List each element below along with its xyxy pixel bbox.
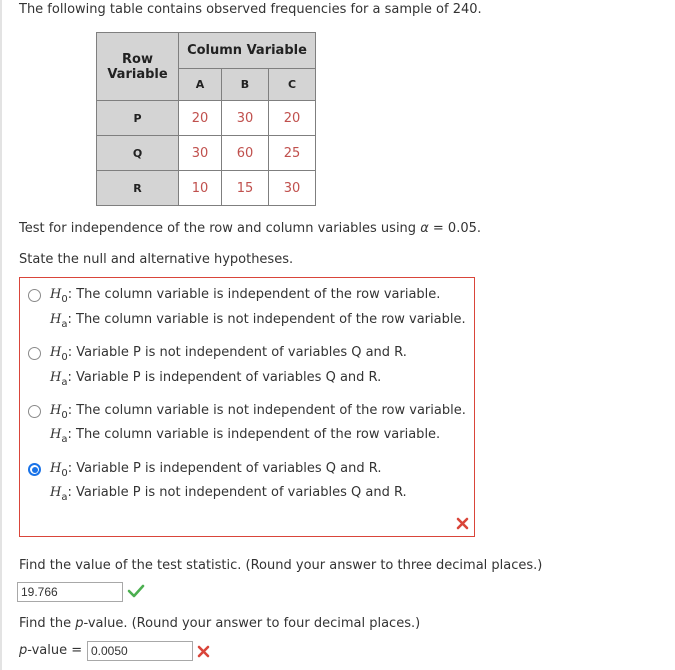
statistic-prompt: Find the value of the test statistic. (Round your answer to three decimal places.) bbox=[19, 558, 543, 573]
pvalue-label bbox=[19, 643, 82, 658]
null-subscript: 0 bbox=[61, 468, 68, 479]
option-3-null bbox=[50, 403, 466, 421]
null-subscript: 0 bbox=[61, 294, 68, 305]
column-header-a: A bbox=[179, 69, 222, 101]
alpha-value: = 0.05. bbox=[428, 221, 482, 236]
hypothesis-radio-3[interactable] bbox=[28, 405, 41, 418]
page-left-border bbox=[0, 0, 2, 670]
option-3-alternative bbox=[50, 427, 440, 445]
test-statistic-input[interactable]: 19.766 bbox=[17, 582, 123, 602]
alpha-symbol: α bbox=[420, 221, 429, 236]
table-row bbox=[97, 136, 316, 171]
null-subscript: 0 bbox=[61, 410, 68, 421]
hypothesis-radio-2[interactable] bbox=[28, 347, 41, 360]
row-label: R bbox=[97, 171, 179, 206]
option-4-alt-text: : Variable P is not independent of variables Q and R. bbox=[67, 485, 407, 500]
table-cell: 20 bbox=[179, 101, 222, 136]
table-cell: 25 bbox=[269, 136, 316, 171]
row-variable-header bbox=[97, 33, 179, 101]
pvalue-prompt-end: -value. (Round your answer to four decimal places.) bbox=[83, 616, 421, 631]
alt-subscript: a bbox=[61, 492, 68, 503]
h-symbol: H bbox=[50, 485, 62, 500]
option-1-null-text: : The column variable is independent of the row variable. bbox=[67, 287, 441, 302]
hypothesis-radio-1[interactable] bbox=[28, 289, 41, 302]
incorrect-x-icon bbox=[456, 517, 469, 530]
table-cell: 30 bbox=[222, 101, 269, 136]
pvalue-label-text: -value = bbox=[27, 643, 83, 658]
column-header-c: C bbox=[269, 69, 316, 101]
option-4-alternative bbox=[50, 485, 407, 503]
option-4-null bbox=[50, 461, 381, 479]
h-symbol: H bbox=[50, 345, 62, 360]
option-1-alternative bbox=[50, 312, 466, 330]
table-row bbox=[97, 101, 316, 136]
independence-test-text bbox=[19, 221, 481, 236]
pvalue-label-p: p bbox=[19, 643, 28, 658]
pvalue-input[interactable]: 0.0050 bbox=[87, 641, 193, 661]
column-header-b: B bbox=[222, 69, 269, 101]
option-2-alt-text: : Variable P is independent of variables Q and R. bbox=[67, 370, 382, 385]
row-label: Q bbox=[97, 136, 179, 171]
state-hypotheses-prompt: State the null and alternative hypotheses. bbox=[19, 252, 294, 267]
h-symbol: H bbox=[50, 287, 62, 302]
option-1-null bbox=[50, 287, 440, 305]
table-cell: 20 bbox=[269, 101, 316, 136]
option-3-null-text: : The column variable is not independent of the row variable. bbox=[67, 403, 466, 418]
test-text: Test for independence of the row and column variables using bbox=[19, 221, 417, 236]
correct-check-icon bbox=[127, 584, 145, 598]
table-cell: 30 bbox=[269, 171, 316, 206]
h-symbol: H bbox=[50, 370, 62, 385]
table-row bbox=[97, 171, 316, 206]
option-2-null-text: : Variable P is not independent of variables Q and R. bbox=[67, 345, 407, 360]
row-header-line-1: Row bbox=[122, 51, 153, 67]
row-label: P bbox=[97, 101, 179, 136]
alt-subscript: a bbox=[61, 434, 68, 445]
incorrect-x-icon bbox=[197, 645, 210, 658]
intro-text: The following table contains observed frequencies for a sample of 240. bbox=[19, 2, 482, 17]
hypotheses-answer-box bbox=[19, 277, 475, 537]
table-cell: 60 bbox=[222, 136, 269, 171]
option-2-alternative bbox=[50, 370, 381, 388]
pvalue-prompt bbox=[19, 616, 420, 631]
pvalue-prompt-p: p bbox=[75, 616, 84, 631]
null-subscript: 0 bbox=[61, 352, 68, 363]
row-header-line-2: Variable bbox=[107, 66, 168, 82]
option-2-null bbox=[50, 345, 407, 363]
h-symbol: H bbox=[50, 427, 62, 442]
option-3-alt-text: : The column variable is independent of the row variable. bbox=[67, 427, 441, 442]
table-cell: 15 bbox=[222, 171, 269, 206]
table-cell: 10 bbox=[179, 171, 222, 206]
option-1-alt-text: : The column variable is not independent of the row variable. bbox=[67, 312, 466, 327]
pvalue-prompt-start: Find the bbox=[19, 616, 76, 631]
table-cell: 30 bbox=[179, 136, 222, 171]
frequency-table bbox=[96, 32, 316, 206]
h-symbol: H bbox=[50, 403, 62, 418]
alt-subscript: a bbox=[61, 377, 68, 388]
alt-subscript: a bbox=[61, 319, 68, 330]
option-4-null-text: : Variable P is independent of variables Q and R. bbox=[67, 461, 382, 476]
h-symbol: H bbox=[50, 461, 62, 476]
column-variable-header: Column Variable bbox=[179, 33, 316, 69]
h-symbol: H bbox=[50, 312, 62, 327]
hypothesis-radio-4[interactable] bbox=[28, 463, 41, 476]
